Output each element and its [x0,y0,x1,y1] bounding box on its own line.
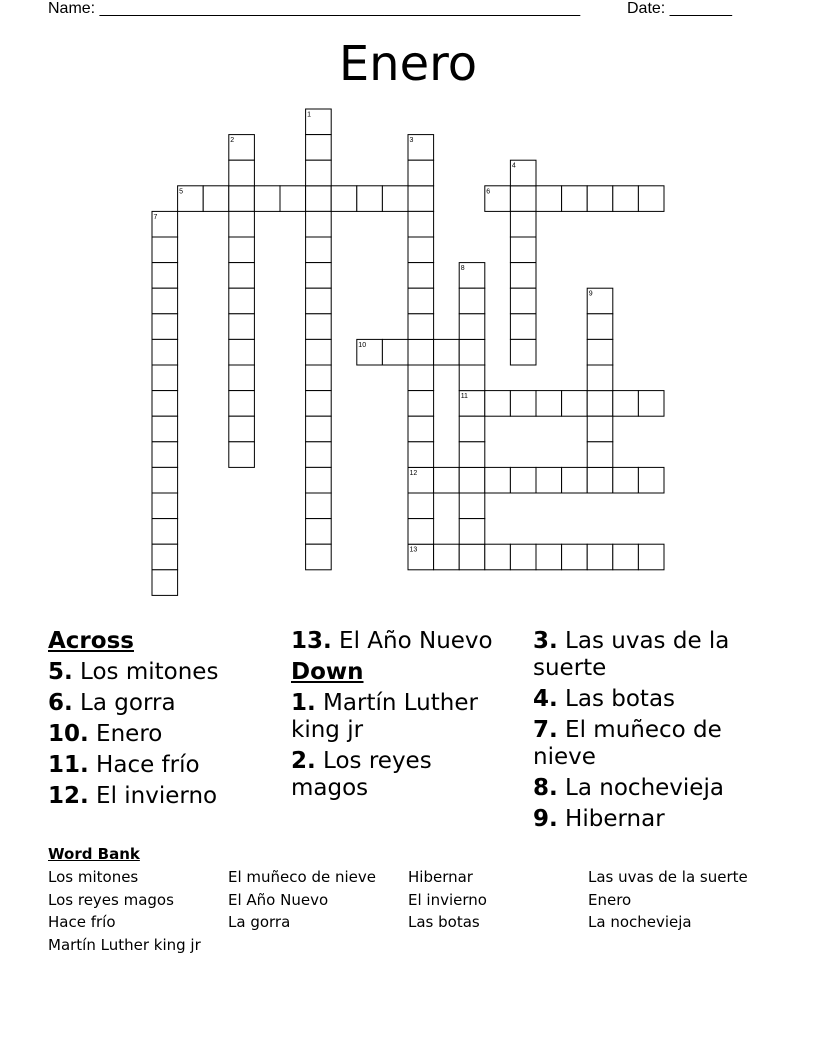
clue-number: 8. [533,775,558,801]
word-bank-item: El invierno [408,890,487,909]
grid-cell[interactable] [306,365,332,391]
grid-cell[interactable] [562,186,588,212]
clue-number: 4. [533,686,558,712]
clue-number: 12. [48,783,89,809]
grid-cell[interactable] [229,442,255,468]
grid-cell[interactable] [510,391,536,417]
clue-text: Enero [88,721,163,747]
grid-cell[interactable] [434,467,460,493]
grid-cell[interactable] [510,314,536,340]
clue-number: 5. [48,659,73,685]
word-bank-item: Hibernar [408,868,473,886]
grid-cell[interactable] [408,160,434,186]
grid-cell[interactable] [229,160,255,186]
grid-cell[interactable] [510,339,536,365]
clue-number: 9. [533,806,558,832]
grid-cell[interactable] [408,391,434,417]
grid-cell[interactable] [203,186,229,212]
clue-text: El invierno [88,783,218,809]
grid-cell[interactable] [587,442,613,468]
grid-cell[interactable] [434,544,460,570]
down-clue [533,686,768,713]
grid-cell[interactable] [229,339,255,365]
clue-text: Martín Luther king jr [291,690,478,743]
grid-cell[interactable] [306,160,332,186]
grid-cell[interactable] [152,237,178,263]
clue-number-label: 11 [460,393,468,401]
grid-cell[interactable] [510,288,536,314]
grid-cell[interactable] [306,211,332,237]
clue-number-label: 5 [179,188,184,196]
grid-cell[interactable] [638,391,664,417]
clue-number-label: 8 [460,265,465,273]
clues-column-3 [533,628,768,837]
grid-cell[interactable] [152,493,178,519]
grid-cell[interactable] [587,314,613,340]
grid-cell[interactable] [408,288,434,314]
word-bank-title: Word Bank [48,845,140,863]
down-clue [533,717,768,771]
grid-cell[interactable] [408,442,434,468]
grid-cell[interactable] [587,467,613,493]
grid-cell[interactable] [152,263,178,289]
grid-cell[interactable] [536,391,562,417]
clue-text: La gorra [72,690,176,716]
grid-cell[interactable] [357,186,383,212]
grid-cell[interactable] [306,519,332,545]
clues-column-2 [291,628,516,806]
grid-cell[interactable] [562,467,588,493]
clue-text: Hace frío [88,752,200,778]
grid-cell[interactable] [229,211,255,237]
grid-cell[interactable] [331,186,357,212]
grid-cell[interactable] [459,519,485,545]
grid-cell[interactable] [306,544,332,570]
grid-cell[interactable] [510,237,536,263]
grid-cell[interactable] [280,186,306,212]
word-bank-item: Las botas [408,913,480,932]
clue-number-label: 10 [358,341,367,349]
clue-number-label: 13 [409,546,418,554]
word-bank-item: Las uvas de la suerte [588,868,748,886]
grid-cell[interactable] [152,288,178,314]
grid-cell[interactable] [408,493,434,519]
clue-text: Los reyes magos [291,748,432,801]
word-bank-item: Hace frío [48,913,116,932]
grid-cell[interactable] [587,544,613,570]
clue-number: 11. [48,752,89,778]
grid-cell[interactable] [408,186,434,212]
clue-text: El muñeco de nieve [533,717,722,770]
across-clue [48,721,283,748]
word-bank-item: Martín Luther king jr [48,935,201,954]
grid-cell[interactable] [536,467,562,493]
grid-cell[interactable] [382,186,408,212]
grid-cell[interactable] [306,391,332,417]
clue-number-label: 12 [409,469,418,477]
grid-cell[interactable] [459,493,485,519]
grid-cell[interactable] [510,211,536,237]
grid-cell[interactable] [229,314,255,340]
word-bank-item: El muñeco de nieve [228,868,376,886]
grid-cell[interactable] [587,416,613,442]
grid-cell[interactable] [152,314,178,340]
grid-cell[interactable] [152,416,178,442]
grid-cell[interactable] [152,365,178,391]
grid-cell[interactable] [229,365,255,391]
clue-number-label: 4 [511,162,516,170]
grid-cell[interactable] [306,442,332,468]
grid-cell[interactable] [459,314,485,340]
grid-cell[interactable] [152,519,178,545]
down-clue [533,628,768,682]
grid-cell[interactable] [306,135,332,161]
grid-cell[interactable] [152,339,178,365]
clue-number: 10. [48,721,89,747]
date-line: Date: _______ [627,0,732,17]
grid-cell[interactable] [459,365,485,391]
grid-cell[interactable] [536,186,562,212]
grid-cell[interactable] [408,314,434,340]
down-clue [291,748,516,802]
grid-cell[interactable] [613,186,639,212]
grid-cell[interactable] [408,237,434,263]
clue-number-label: 1 [307,111,312,119]
grid-cell[interactable] [306,467,332,493]
grid-cell[interactable] [306,416,332,442]
clue-number-label: 3 [409,137,414,145]
grid-cell[interactable] [306,288,332,314]
grid-cell[interactable] [613,544,639,570]
grid-cell[interactable] [459,442,485,468]
grid-cell[interactable] [459,544,485,570]
grid-cell[interactable] [536,544,562,570]
clues-column-1 [48,628,283,814]
grid-cell[interactable] [229,288,255,314]
grid-cell[interactable] [459,467,485,493]
grid-cell[interactable] [306,186,332,212]
clue-number: 1. [291,690,316,716]
grid-cell[interactable] [459,288,485,314]
grid-cell[interactable] [510,186,536,212]
clue-text: Hibernar [557,806,665,832]
grid-cell[interactable] [306,237,332,263]
clue-number: 3. [533,628,558,654]
clue-text: La nochevieja [557,775,724,801]
grid-cell[interactable] [229,263,255,289]
clue-number: 2. [291,748,316,774]
clue-text: Las botas [557,686,676,712]
word-bank-item: La gorra [228,913,291,932]
grid-cell[interactable] [408,365,434,391]
grid-cell[interactable] [459,416,485,442]
grid-cell[interactable] [306,314,332,340]
grid-cell[interactable] [613,391,639,417]
clue-text: Los mitones [72,659,219,685]
name-line: Name: ______________________________________________________ [48,0,581,17]
word-bank-item: La nochevieja [588,913,692,932]
grid-cell[interactable] [638,467,664,493]
clue-number-label: 2 [230,137,235,145]
down-clue [291,690,516,744]
grid-cell[interactable] [152,391,178,417]
grid-cell[interactable] [562,391,588,417]
clue-number-label: 9 [588,290,593,298]
grid-cell[interactable] [638,544,664,570]
grid-cell[interactable] [229,186,255,212]
clue-number-label: 6 [486,188,491,196]
grid-cell[interactable] [434,339,460,365]
clue-number: 13. [291,628,332,654]
down-clue [533,775,768,802]
grid-cell[interactable] [510,263,536,289]
grid-cell[interactable] [152,467,178,493]
grid-cell[interactable] [638,186,664,212]
grid-cell[interactable] [485,544,511,570]
grid-cell[interactable] [510,467,536,493]
grid-cell[interactable] [408,263,434,289]
grid-cell[interactable] [306,339,332,365]
grid-cell[interactable] [562,544,588,570]
across-clue [48,783,283,810]
across-clue [291,628,516,655]
grid-cell[interactable] [485,467,511,493]
grid-cell[interactable] [229,416,255,442]
across-clue [48,752,283,779]
grid-cell[interactable] [229,237,255,263]
clue-number: 6. [48,690,73,716]
grid-cell[interactable] [587,365,613,391]
across-clue [48,659,283,686]
grid-cell[interactable] [408,211,434,237]
grid-cell[interactable] [485,391,511,417]
grid-cell[interactable] [408,416,434,442]
grid-cell[interactable] [229,391,255,417]
word-bank-item: Los mitones [48,868,139,886]
down-heading: Down [291,659,364,685]
grid-cell[interactable] [459,339,485,365]
grid-cell[interactable] [152,442,178,468]
word-bank-item: Enero [588,890,632,909]
grid-cell[interactable] [587,339,613,365]
clue-number-label: 7 [153,213,158,221]
grid-cell[interactable] [408,339,434,365]
grid-cell[interactable] [510,544,536,570]
clue-text: El Año Nuevo [331,628,493,654]
grid-cell[interactable] [613,467,639,493]
grid-cell[interactable] [587,186,613,212]
clue-text: Las uvas de la suerte [533,628,730,681]
page-title: Enero [338,36,478,92]
down-clue [533,806,768,833]
word-bank-item: El Año Nuevo [228,890,329,909]
grid-cell[interactable] [306,493,332,519]
grid-cell[interactable] [382,339,408,365]
across-heading: Across [48,628,134,654]
across-clue [48,690,283,717]
clue-number: 7. [533,717,558,743]
grid-cell[interactable] [306,263,332,289]
grid-cell[interactable] [254,186,280,212]
grid-cell[interactable] [152,570,178,596]
word-bank-item: Los reyes magos [48,890,174,909]
grid-cell[interactable] [152,544,178,570]
grid-cell[interactable] [587,391,613,417]
grid-cell[interactable] [408,519,434,545]
